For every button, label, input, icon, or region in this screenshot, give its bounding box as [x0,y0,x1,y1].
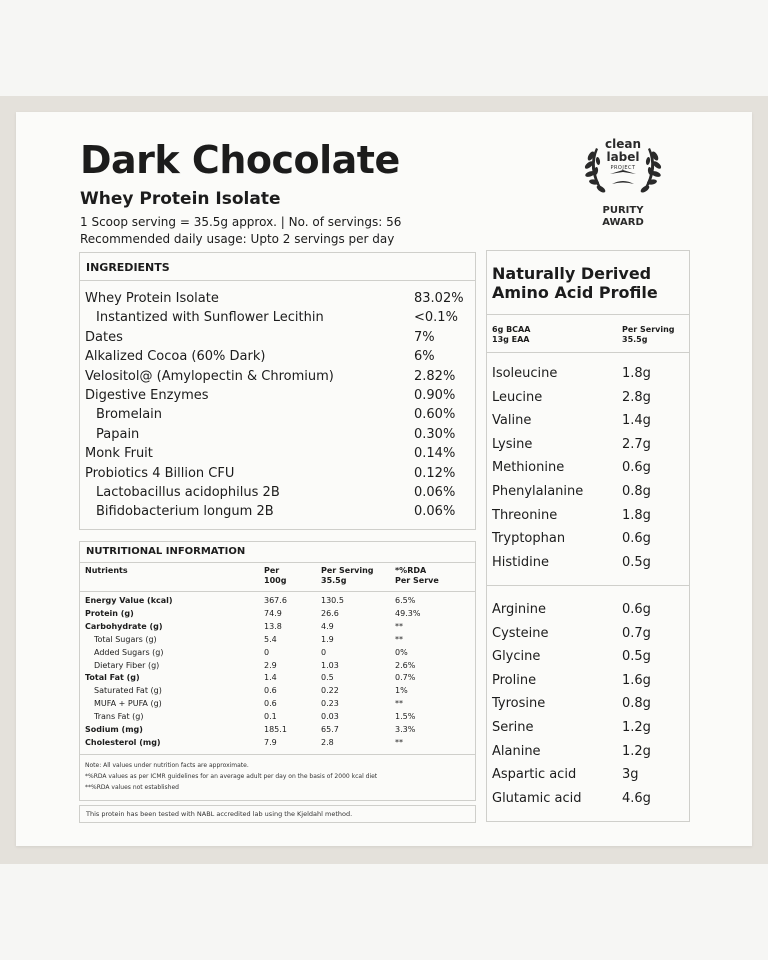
per-100g-value: 2.9 [264,660,277,670]
per-serving-value: 4.9 [321,621,334,631]
amino-acid-name: Serine [492,720,534,735]
per-serving-value: 26.6 [321,608,339,618]
amino-acid-amount: 0.6g [622,531,651,547]
rda-value: 3.3% [395,725,416,734]
product-title: Dark Chocolate [80,138,400,182]
amino-col-header-per-serving [622,325,675,345]
per-100g-value: 0 [264,647,270,657]
nutrition-heading: NUTRITIONAL INFORMATION [80,542,475,563]
amino-acid-title [492,264,658,302]
amino-acid-name: Valine [492,413,532,429]
nutrient-name: MUFA + PUFA (g) [94,699,162,709]
rda-value: 49.3% [395,608,421,618]
ingredient-percent: <0.1% [414,310,458,326]
amino-col-header-bcaa [492,325,530,345]
badge-word-award: AWARD [602,217,644,228]
amino-acid-title-line2: Amino Acid Profile [492,283,658,302]
ingredient-percent: 0.60% [414,407,456,423]
amino-acid-amount: 1.6g [622,672,651,688]
ingredient-name: Velositol@ (Amylopectin & Chromium) [85,368,334,384]
col-header-per100g-line2: 100g [264,576,287,585]
amino-acid-name: Proline [492,672,537,688]
product-subtitle: Whey Protein Isolate [80,189,281,209]
per-serving-value: 0.03 [321,712,339,722]
ingredient-name: Alkalized Cocoa (60% Dark) [85,349,266,365]
amino-acid-amount: 0.7g [622,625,651,641]
amino-acid-amount: 3g [622,767,639,783]
nutrient-name: Saturated Fat (g) [94,686,162,696]
amino-acid-name: Lysine [492,436,533,452]
nutrient-name: Total Fat (g) [85,673,140,683]
per-serving-value: 0.22 [321,686,339,696]
amino-acid-amount: 1.4g [622,413,651,429]
amino-acid-name: Leucine [492,389,543,405]
amino-acid-amount: 4.6g [622,790,651,806]
ingredient-name: Instantized with Sunflower Lecithin [96,310,324,326]
amino-col-header-bcaa-line2: 13g EAA [492,335,530,344]
amino-header-divider [487,352,689,353]
ingredient-percent: 0.06% [414,485,456,500]
amino-acid-name: Methionine [492,460,565,476]
ingredient-name: Monk Fruit [85,446,153,462]
ingredient-name: Lactobacillus acidophilus 2B [96,485,280,500]
per-serving-value: 2.8 [321,737,334,747]
amino-acid-amount: 1.2g [622,720,651,735]
amino-acid-name: Alanine [492,743,541,759]
nutrition-notes-divider [80,754,475,755]
ingredient-percent: 83.02% [414,291,464,306]
per-serving-value: 65.7 [321,725,339,734]
rda-value: 6.5% [395,596,416,605]
lab-test-note: This protein has been tested with NABL accredited lab using the Kjeldahl method. [86,810,353,818]
per-100g-value: 0.6 [264,699,277,709]
per-100g-value: 0.6 [264,686,277,696]
amino-acid-name: Tryptophan [492,531,566,547]
nutrition-note: Note: All values under nutrition facts are approximate. [85,762,249,769]
col-header-per-serving-line2: 35.5g [321,576,347,585]
ingredient-percent: 2.82% [414,368,456,384]
col-header-rda-line1: *%RDA [395,566,427,575]
nutrient-name: Carbohydrate (g) [85,621,163,631]
amino-acid-name: Isoleucine [492,366,558,381]
per-serving-value: 1.03 [321,660,339,670]
per-serving-value: 0 [321,647,327,657]
amino-acid-amount: 0.6g [622,602,651,617]
badge-word-project: PROJECT [610,165,636,171]
col-header-nutrients: Nutrients [85,566,128,575]
col-header-per100g-line1: Per [264,566,280,575]
ingredient-percent: 0.12% [414,465,456,481]
serving-info [80,214,401,248]
col-header-per100g [264,566,286,586]
clean-label-purity-award-badge [576,134,670,234]
nutrient-name: Protein (g) [85,608,134,618]
rda-value: ** [395,621,403,631]
ingredient-name: Whey Protein Isolate [85,291,219,306]
ingredient-percent: 0.14% [414,446,456,462]
per-100g-value: 367.6 [264,596,287,605]
amino-acid-amount: 1.2g [622,743,651,759]
ingredient-name: Probiotics 4 Billion CFU [85,465,235,481]
rda-value: ** [395,737,403,747]
amino-acid-panel [486,250,690,822]
badge-word-clean: clean [604,137,641,151]
nutrient-name: Energy Value (kcal) [85,596,173,605]
nutrition-header-divider [80,591,475,592]
ingredient-percent: 0.06% [414,504,456,520]
rda-value: ** [395,634,403,644]
amino-acid-name: Histidine [492,554,549,570]
nutrition-note: *%RDA values as per ICMR guidelines for an average adult per day on the basis of 2000 kcal diet [85,773,378,780]
serving-size-line: 1 Scoop serving = 35.5g approx. | No. of servings: 56 [80,215,402,229]
amino-col-header-per-serving-line2: 35.5g [622,335,648,344]
amino-acid-amount: 0.8g [622,484,651,499]
badge-word-purity: PURITY [602,205,644,216]
amino-acid-amount: 1.8g [622,366,651,381]
ingredient-percent: 6% [414,349,435,365]
ingredient-name: Bifidobacterium longum 2B [96,504,274,520]
amino-acid-amount: 0.5g [622,554,651,570]
rda-value: 1% [395,686,408,696]
ingredient-name: Papain [96,426,140,442]
nutrient-name: Dietary Fiber (g) [94,660,160,670]
col-header-per-serving [321,566,374,586]
ingredients-panel [79,252,476,530]
rda-value: ** [395,699,403,709]
rda-value: 0% [395,647,408,657]
per-100g-value: 74.9 [264,608,282,618]
ingredient-percent: 0.30% [414,426,456,442]
per-100g-value: 185.1 [264,725,287,734]
amino-acid-name: Arginine [492,602,546,617]
amino-acid-name: Aspartic acid [492,767,577,783]
nutrition-panel [79,541,476,801]
nutrient-name: Total Sugars (g) [94,634,157,644]
amino-acid-name: Tyrosine [492,696,546,712]
ingredient-name: Digestive Enzymes [85,388,209,403]
per-100g-value: 0.1 [264,712,277,722]
col-header-rda-line2: Per Serve [395,576,439,585]
amino-acid-title-line1: Naturally Derived [492,264,652,283]
badge-word-label: label [606,150,640,164]
ingredient-percent: 7% [414,329,435,345]
nutrient-name: Cholesterol (mg) [85,737,161,747]
amino-col-header-per-serving-line1: Per Serving [622,325,675,334]
amino-title-divider [487,314,689,315]
amino-acid-name: Phenylalanine [492,484,584,499]
col-header-per-serving-line1: Per Serving [321,566,374,575]
rda-value: 0.7% [395,673,416,683]
per-serving-value: 1.9 [321,634,334,644]
amino-group-divider [487,585,689,586]
amino-col-header-bcaa-line1: 6g BCAA [492,325,531,334]
amino-acid-name: Glutamic acid [492,790,582,806]
per-serving-value: 0.5 [321,673,334,683]
col-header-rda [395,566,439,586]
per-100g-value: 13.8 [264,621,282,631]
ingredients-heading: INGREDIENTS [80,253,475,281]
rda-value: 2.6% [395,660,416,670]
amino-acid-amount: 2.8g [622,389,651,405]
amino-acid-amount: 0.6g [622,460,651,476]
amino-acid-amount: 0.8g [622,696,651,712]
amino-acid-amount: 1.8g [622,507,651,523]
ingredient-name: Dates [85,329,123,345]
rda-value: 1.5% [395,712,416,722]
per-serving-value: 0.23 [321,699,339,709]
per-100g-value: 5.4 [264,634,277,644]
nutrition-note: **%RDA values not established [85,784,179,791]
amino-acid-name: Cysteine [492,625,549,641]
nutrient-name: Trans Fat (g) [94,712,144,722]
ingredient-percent: 0.90% [414,388,456,403]
daily-usage-line: Recommended daily usage: Upto 2 servings per day [80,232,395,246]
amino-acid-name: Glycine [492,649,541,665]
per-100g-value: 7.9 [264,737,277,747]
ingredient-name: Bromelain [96,407,163,423]
per-100g-value: 1.4 [264,673,277,683]
nutrient-name: Sodium (mg) [85,725,143,734]
lab-test-note-panel [79,805,476,823]
amino-acid-name: Threonine [492,507,558,523]
amino-acid-amount: 0.5g [622,649,651,665]
amino-acid-amount: 2.7g [622,436,651,452]
nutrient-name: Added Sugars (g) [94,647,164,657]
per-serving-value: 130.5 [321,596,344,605]
